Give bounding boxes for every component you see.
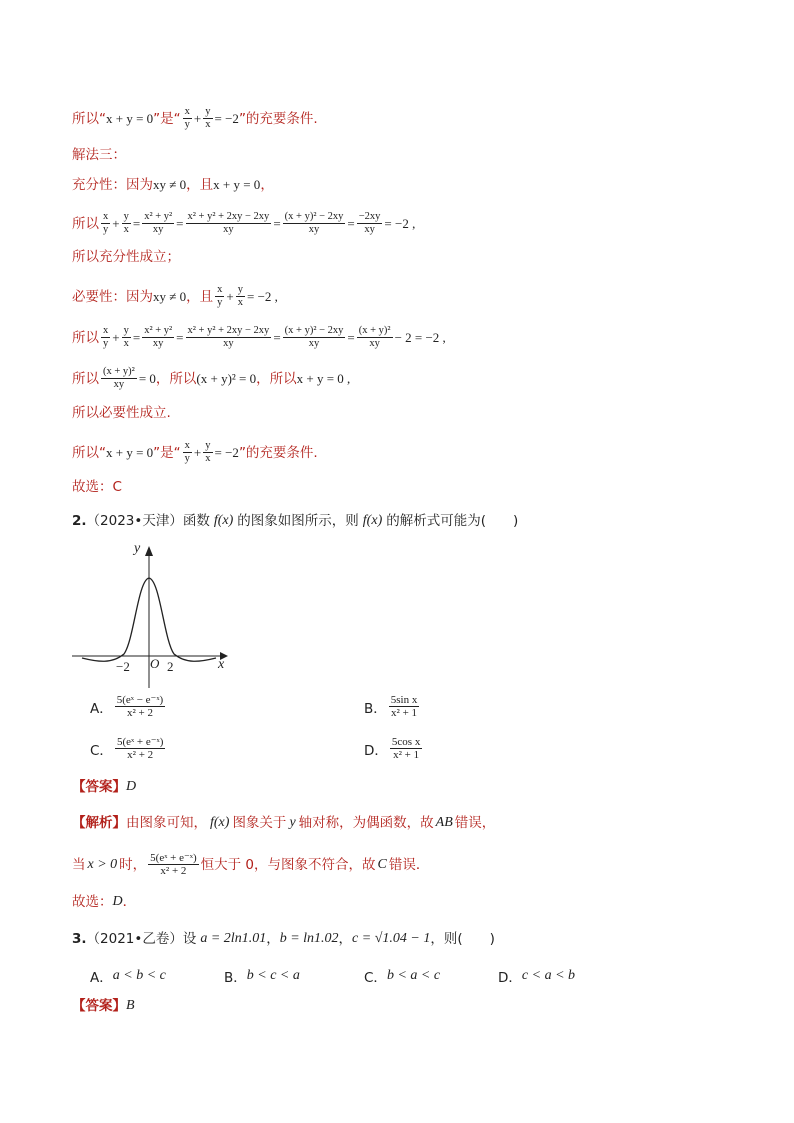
question-number: 2. [72,513,87,529]
tick-pos-2: 2 [167,659,174,674]
answer-value: D [126,779,137,794]
text-lead: 所以“ [72,444,106,461]
option-denominator: x² + 1 [391,707,418,719]
function-fx: f(x) [362,513,383,528]
option-a[interactable] [90,694,167,719]
analysis-text: 错误． [388,856,430,873]
analysis-text: 当 [72,856,86,873]
origin-label: O [150,656,160,671]
question-3-stem [72,929,495,949]
fraction-numerator: 5(eˣ + e⁻ˣ) [150,852,197,864]
options-ab-ref: AB [435,815,453,830]
option-numerator: 5(eˣ − e⁻ˣ) [116,694,164,706]
analysis-line-1 [72,813,495,833]
option-key: A． [90,970,113,986]
and-text: ，且 [186,288,214,305]
text-tail: ”的充要条件. [238,110,318,127]
option-key: B． [224,970,247,986]
x-axis-label: x [218,657,225,672]
eq-denominator: xy [223,224,234,235]
option-value: b < c < a [246,968,300,983]
option-key: A． [90,700,113,717]
tick-neg-2: −2 [116,659,130,674]
analysis-text: 时， [119,856,147,873]
condition-sum: x + y = 0 [106,110,154,126]
eq-denominator: xy [369,338,380,349]
eq-numerator-1: x² + y² [144,211,173,222]
option-b[interactable] [364,694,421,719]
fraction-y-over-x: $\frac{y}{x}$ [205,106,211,130]
answer-line-q2 [72,777,136,797]
q3-option-b[interactable] [224,966,300,986]
comma: ， [260,177,274,193]
choose-d-line [72,892,136,912]
necessity-label: 必要性：因为 [72,288,153,305]
definition-a: a = 2ln1.01 [200,931,267,946]
square-zero: (x + y)² = 0 [196,370,257,386]
answer-tag: 【答案】 [72,779,126,795]
eq-denominator: xy [223,338,234,349]
answer-value: B [126,998,135,1013]
q3-option-c[interactable] [364,966,440,986]
equation-line-1: 所以 $\frac{x}{y}$ + $\frac{y}{x}$ = $\frac{\text{x² + y²}}{xy}$ = $\frac{\text{x² + y² + 2xy − 2xy}}{xy}$ = $\frac{\text{(x + y)² − 2xy}}{xy}$ = $\frac{-2xy}{xy}$ = −2 , [72,211,416,235]
condition-x-positive: x > 0 [87,856,118,872]
sum-zero: x + y = 0 [213,177,261,192]
answer-tag: 【答案】 [72,998,126,1014]
eq-denominator: xy [152,338,164,349]
option-key: D． [498,970,522,986]
question-text: （2023•天津）函数 [86,513,210,529]
option-key: C． [364,970,387,986]
eq-denominator: xy [308,338,320,349]
sufficiency-label: 充分性：因为 [72,177,153,193]
analysis-line-2 [72,852,429,877]
so-text: ，所以 [256,370,297,387]
choose-c: 故选：C [72,479,122,495]
condition-value: = −2 [214,110,239,126]
necessity-line: 必要性：因为 xy ≠ 0 ，且 $\frac{x}{y}$ + $\frac{y}{x}$ = −2 , [72,284,278,308]
analysis-tag: 【解析】 [72,815,126,831]
option-denominator: x² + 2 [127,749,154,761]
eq-numerator-3: (x + y)² − 2xy [284,325,344,336]
eq-numerator-square: (x + y)² [358,325,391,336]
necessity-holds: 所以必要性成立. [72,405,171,421]
condition-value: = −2 [214,444,239,460]
so-text: 所以 [72,215,99,232]
sum-zero: x + y = 0 , [296,370,351,386]
question-2-stem [72,511,518,531]
conclusion-line-2: 所以“ x + y = 0 ”是“ $\frac{x}{y}$ + $\frac{y}{x}$ = −2 ”的充要条件. [72,440,318,464]
eq-numerator-square: (x + y)² [103,366,135,377]
definition-b: b = ln1.02 [279,931,339,946]
definition-c: c = √1.04 − 1 [352,931,431,946]
question-text: 的解析式可能为( ) [386,513,519,529]
y-axis-arrow [145,546,153,556]
option-key: B． [364,700,387,717]
analysis-text: 轴对称，为偶函数，故 [298,815,434,831]
eq-numerator-1: x² + y² [144,325,173,336]
function-fx: f(x) [213,513,234,528]
text-lead: 所以“ [72,110,106,127]
eq-numerator-4: −2xy [358,211,381,222]
option-value: b < a < c [386,968,441,983]
option-numerator: 5sin x [390,694,418,706]
and-text: ，且 [186,177,214,193]
period: ． [122,894,137,910]
separator: ， [266,931,280,947]
conclusion-line-1: 所以“ x + y = 0 ”是“ $\frac{x}{y}$ + $\frac{y}{x}$ = −2 ”的充要条件. [72,106,318,130]
so-text: 所以 [72,370,99,387]
eq-numerator-2: x² + y² + 2xy − 2xy [187,325,270,336]
analysis-text: 恒大于 0，与图象不符合，故 [200,856,376,873]
eq-numerator-3: (x + y)² − 2xy [284,211,344,222]
option-numerator: 5(eˣ + e⁻ˣ) [116,736,164,748]
equation-line-2: 所以 $\frac{x}{y}$ + $\frac{y}{x}$ = $\frac{\text{x² + y²}}{xy}$ = $\frac{\text{x² + y² + 2xy − 2xy}}{xy}$ = $\frac{\text{(x + y)² − 2xy}}{xy}$ = $\frac{\text{(x + y)²}}{xy}$ − 2 = −2 , [72,325,446,349]
analysis-text: 图象关于 [232,815,287,831]
question-text: 的图象如图所示，则 [237,513,359,529]
xy-nonzero: xy ≠ 0 [153,288,187,304]
eq-denominator: xy [113,379,125,390]
xy-nonzero: xy ≠ 0 [153,177,187,192]
y-axis-ref: y [289,815,296,830]
analysis-text: 由图象可知， [126,815,207,831]
function-fx: f(x) [210,815,230,830]
option-key: C． [90,742,113,759]
text-mid: ”是“ [153,110,181,127]
question-text: ，则( ) [430,931,495,947]
analysis-text: 错误， [454,815,496,831]
option-key: D． [364,742,388,759]
option-c[interactable] [90,736,167,761]
function-graph [68,540,238,690]
eq-result: = −2 , [384,215,416,231]
q3-option-a[interactable] [90,966,166,986]
sufficiency-holds: 所以充分性成立； [72,249,180,265]
option-d[interactable] [364,736,424,761]
eq-denominator: xy [152,224,164,235]
option-c-ref: C [377,856,387,872]
equation-line-3 [72,366,350,391]
eq-denominator: xy [364,224,375,235]
choose-label: 故选： [72,894,113,910]
answer-line-q3 [72,996,135,1016]
method-three-title: 解法三： [72,147,126,163]
text-mid: ”是“ [153,444,181,461]
eq-numerator-2: x² + y² + 2xy − 2xy [187,211,270,222]
option-value: c < a < b [521,968,576,983]
q3-option-d[interactable] [498,966,575,986]
so-text: 所以 [72,329,99,346]
sufficiency-line [72,175,274,195]
so-text: ，所以 [155,370,197,387]
fraction-x-over-y: $\frac{x}{y}$ [184,106,190,130]
question-number: 3. [72,931,87,947]
option-denominator: x² + 1 [393,749,420,761]
eq-result: − 2 = −2 , [394,329,446,345]
eq-denominator: xy [308,224,320,235]
option-denominator: x² + 2 [126,707,153,719]
option-value: a < b < c [112,968,166,983]
y-axis-label: y [134,541,141,556]
choose-value: D [112,894,123,909]
text-tail: ”的充要条件. [238,444,318,461]
condition-sum: x + y = 0 [106,444,154,460]
option-numerator: 5cos x [391,736,421,748]
eq-result: = −2 , [246,288,278,304]
question-text: （2021•乙卷）设 [86,931,197,947]
separator: ， [338,931,353,947]
eq-zero: = 0 [138,370,156,386]
fraction-denominator: x² + 2 [160,865,187,877]
